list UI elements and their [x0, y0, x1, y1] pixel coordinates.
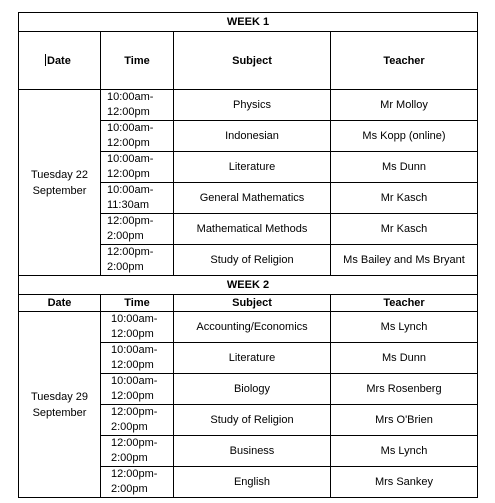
time-cell [101, 214, 174, 245]
teacher-cell: Ms Kopp (online) [331, 121, 478, 152]
date-line: September [32, 406, 87, 419]
date-line: Tuesday 29 [30, 390, 89, 403]
time-start: 12:00pm- [111, 406, 158, 418]
time-cell [101, 312, 174, 343]
week1-title: WEEK 1 [19, 13, 478, 32]
subject-cell: Mathematical Methods [174, 214, 331, 245]
time-cell [101, 467, 174, 498]
time-end: 11:30am [107, 199, 149, 211]
time-start: 12:00pm- [111, 437, 158, 449]
time-end: 2:00pm [111, 421, 148, 433]
time-cell [101, 436, 174, 467]
teacher-cell: Mr Kasch [331, 183, 478, 214]
time-end: 12:00pm [107, 137, 150, 149]
week2-title: WEEK 2 [19, 276, 478, 295]
teacher-cell: Ms Dunn [331, 343, 478, 374]
time-start: 10:00am- [111, 375, 158, 387]
week2-date-header: Date [19, 295, 101, 312]
week2-header-row [19, 295, 478, 312]
time-start: 12:00pm- [111, 468, 158, 480]
table-row [19, 90, 478, 121]
time-cell [101, 90, 174, 121]
teacher-cell: Ms Lynch [331, 436, 478, 467]
time-end: 2:00pm [111, 452, 148, 464]
time-start: 10:00am- [107, 184, 154, 196]
time-start: 10:00am- [111, 313, 158, 325]
teacher-cell: Mrs O'Brien [331, 405, 478, 436]
subject-cell: Physics [174, 90, 331, 121]
teacher-cell: Mr Kasch [331, 214, 478, 245]
week2-section [19, 276, 478, 498]
time-end: 2:00pm [111, 483, 148, 495]
week2-time-header: Time [101, 295, 174, 312]
schedule-table [18, 12, 478, 498]
teacher-cell: Ms Bailey and Ms Bryant [331, 245, 478, 276]
week1-date-header-label: Date [47, 55, 71, 67]
time-end: 12:00pm [111, 359, 154, 371]
time-end: 2:00pm [107, 261, 144, 273]
week1-header-row [19, 32, 478, 90]
week1-date-cell [19, 90, 101, 276]
time-cell [101, 343, 174, 374]
teacher-cell: Ms Dunn [331, 152, 478, 183]
time-cell [101, 245, 174, 276]
time-start: 10:00am- [111, 344, 158, 356]
time-end: 12:00pm [107, 106, 150, 118]
subject-cell: Indonesian [174, 121, 331, 152]
week2-teacher-header: Teacher [331, 295, 478, 312]
subject-cell: General Mathematics [174, 183, 331, 214]
table-row [19, 312, 478, 343]
teacher-cell: Mr Molloy [331, 90, 478, 121]
date-line: September [32, 184, 87, 197]
time-start: 10:00am- [107, 122, 154, 134]
teacher-cell: Ms Lynch [331, 312, 478, 343]
week1-time-header: Time [101, 32, 174, 90]
subject-cell: Business [174, 436, 331, 467]
time-cell [101, 183, 174, 214]
text-cursor [45, 54, 46, 66]
time-start: 12:00pm- [107, 246, 154, 258]
week1-date-header[interactable] [19, 32, 101, 90]
subject-cell: Literature [174, 152, 331, 183]
subject-cell: Study of Religion [174, 245, 331, 276]
time-start: 10:00am- [107, 91, 154, 103]
week1-section [19, 13, 478, 276]
time-start: 12:00pm- [107, 215, 154, 227]
week1-subject-header: Subject [174, 32, 331, 90]
teacher-cell: Mrs Rosenberg [331, 374, 478, 405]
time-start: 10:00am- [107, 153, 154, 165]
date-line: Tuesday 22 [30, 168, 89, 181]
subject-cell: Study of Religion [174, 405, 331, 436]
subject-cell: Accounting/Economics [174, 312, 331, 343]
time-cell [101, 374, 174, 405]
time-end: 12:00pm [111, 328, 154, 340]
time-cell [101, 405, 174, 436]
week2-date-cell [19, 312, 101, 498]
subject-cell: Literature [174, 343, 331, 374]
time-end: 12:00pm [111, 390, 154, 402]
subject-cell: English [174, 467, 331, 498]
time-end: 2:00pm [107, 230, 144, 242]
teacher-cell: Mrs Sankey [331, 467, 478, 498]
time-cell [101, 152, 174, 183]
week1-teacher-header: Teacher [331, 32, 478, 90]
time-cell [101, 121, 174, 152]
week2-subject-header: Subject [174, 295, 331, 312]
subject-cell: Biology [174, 374, 331, 405]
time-end: 12:00pm [107, 168, 150, 180]
